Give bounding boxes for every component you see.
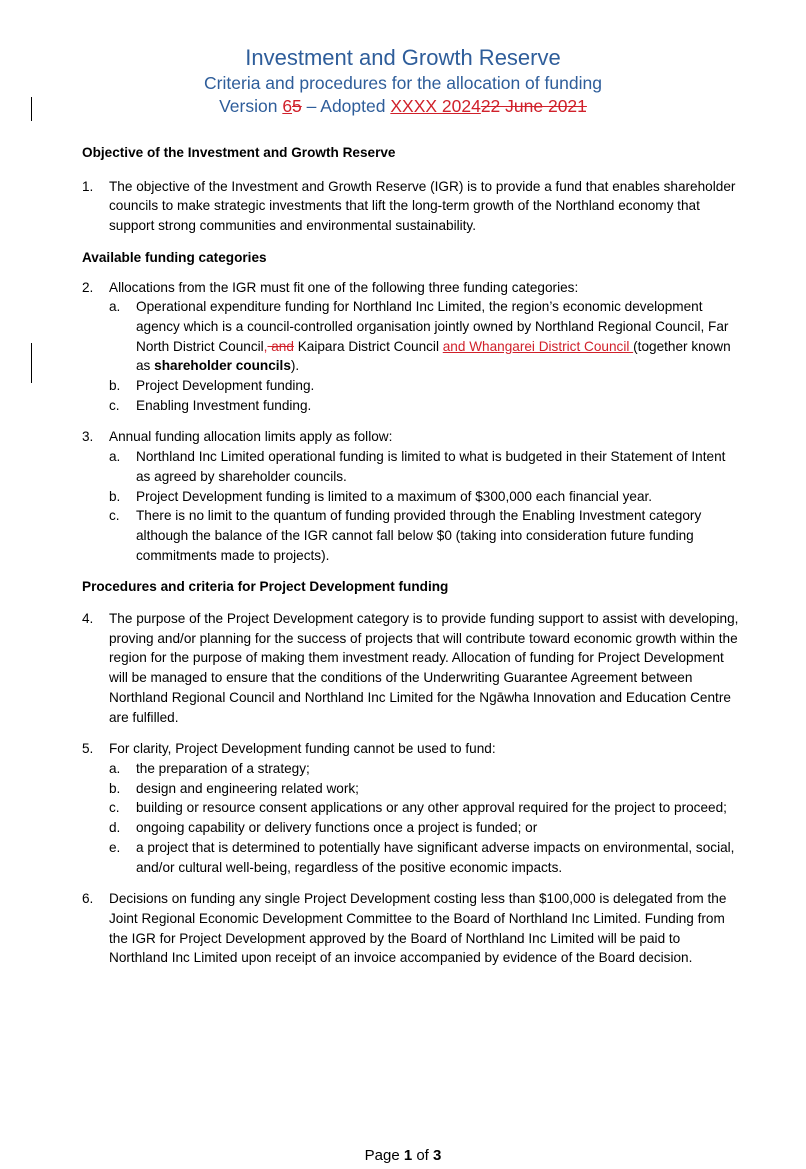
clause-number: 1. [82,178,94,194]
subclause-letter: d. [109,820,121,836]
subclause-text: a project that is determined to potentially have significant adverse impacts on environmental, social, and/or cultural well-being, regardless of the positive economic impacts. [136,839,735,875]
version-inserted: 6 [282,96,293,116]
subclause-text: Enabling Investment funding. [136,397,312,413]
page-footer [0,1147,806,1164]
clause-5b [82,779,742,799]
project-development-heading: Procedures and criteria for Project Development funding [82,579,449,595]
document-title: Investment and Growth Reserve [245,45,561,70]
clause-1 [82,177,742,236]
subclause-text: There is no limit to the quantum of funding provided through the Enabling Investment category although the balance of the IGR cannot fall below $0 (taking into consideration future funding commitments made to projects). [136,508,702,563]
clause-3 [82,427,742,447]
clause-text: For clarity, Project Development funding cannot be used to fund: [109,741,496,757]
document-body [82,143,742,968]
subclause-text: Northland Inc Limited operational funding is limited to what is budgeted in their Statement of Intent as agreed by shareholder councils. [136,449,726,484]
clause-5e [82,838,742,877]
document-subtitle: Criteria and procedures for the allocation of funding [204,73,602,93]
clause-6 [82,889,742,968]
subclause-text: building or resource consent applications or any other approval required for the project to proceed; [136,800,727,816]
subclause-text: (together known as [136,338,731,374]
subclause-text: Project Development funding is limited to a maximum of $300,000 each financial year. [136,488,653,504]
page-number: 1 [403,1147,413,1164]
subclause-text: Kaipara District Council [293,338,443,354]
subclause-letter: b. [109,378,121,394]
page-of-label: of [412,1147,434,1164]
version-deleted: 5 [292,96,302,116]
clause-text: The objective of the Investment and Growth Reserve (IGR) is to provide a fund that enables shareholder councils to make strategic investments that lift the long-term growth of the Northland economy that support strong communities and environmental sustainability. [109,178,736,234]
clause-2a [82,297,742,376]
clause-text: The purpose of the Project Development category is to provide funding support to assist with developing, proving and/or planning for the success of projects that will contribute toward economic growth within the region for the purpose of making them investment ready. Allocation of funding for Project Development will be managed to ensure that the conditions of the Underwriting Guarantee Agreement between Northland Regional Council and Northland Inc Limited for the Ngāwha Innovation and Education Centre are fulfilled. [109,611,739,725]
subclause-letter: e. [109,839,121,855]
clause-number: 6. [82,891,94,907]
subclause-letter: c. [109,508,120,524]
clause-number: 4. [82,611,94,627]
clause-number: 3. [82,429,94,445]
change-bar-item-2a [31,343,32,383]
subclause-letter: b. [109,488,121,504]
page-label: Page [364,1147,404,1164]
subclause-text: the preparation of a strategy; [136,760,310,776]
clause-text: Annual funding allocation limits apply as follow: [109,429,393,445]
document-header [0,44,806,118]
clause-text: Allocations from the IGR must fit one of the following three funding categories: [109,279,579,295]
subclause-letter: c. [109,800,120,816]
subclause-text: design and engineering related work; [136,780,359,796]
clause-2b [82,376,742,396]
date-inserted: XXXX 2024 [390,96,481,116]
clause-5d [82,818,742,838]
clause-2 [82,278,742,298]
subclause-letter: a. [109,449,121,465]
clause-4 [82,609,742,727]
defined-term: shareholder councils [154,358,291,374]
subclause-text: Operational expenditure funding for Northland Inc Limited, the region’s economic development agency which is a council-controlled organisation jointly owned by Northland Regional Council, Far North District Council [136,299,729,354]
inserted-text: , [263,338,268,354]
clause-3b [82,487,742,507]
subclause-text: Project Development funding. [136,378,315,394]
subclause-letter: b. [109,780,121,796]
objective-heading: Objective of the Investment and Growth Reserve [82,145,396,160]
clause-5 [82,739,742,759]
subclause-letter: c. [109,397,120,413]
clause-number: 5. [82,741,94,757]
clause-3c [82,506,742,565]
clause-2c [82,396,742,416]
subclause-letter: a. [109,760,121,776]
clause-3a [82,447,742,486]
clause-5c [82,798,742,818]
categories-heading: Available funding categories [82,249,267,265]
inserted-text: and Whangarei District Council [442,338,634,354]
subclause-text: ongoing capability or delivery functions once a project is funded; or [136,820,538,836]
version-adopted: – Adopted [301,96,391,116]
page-total: 3 [433,1147,442,1164]
version-prefix: Version [219,96,283,116]
deleted-text: and [267,338,294,354]
version-line [0,95,806,118]
date-deleted: 22 June 2021 [480,96,587,116]
clause-5a [82,759,742,779]
subclause-letter: a. [109,299,121,315]
subclause-text: ). [290,358,300,374]
clause-number: 2. [82,279,94,295]
clause-text: Decisions on funding any single Project Development costing less than $100,000 is delegated from the Joint Regional Economic Development Committee to the Board of Northland Inc Limited. Funding from the IGR for Project Development approved by the Board of Northland Inc Limited will be paid to Northland Inc Limited upon receipt of an invoice accompanied by evidence of the Board decision. [109,891,727,966]
